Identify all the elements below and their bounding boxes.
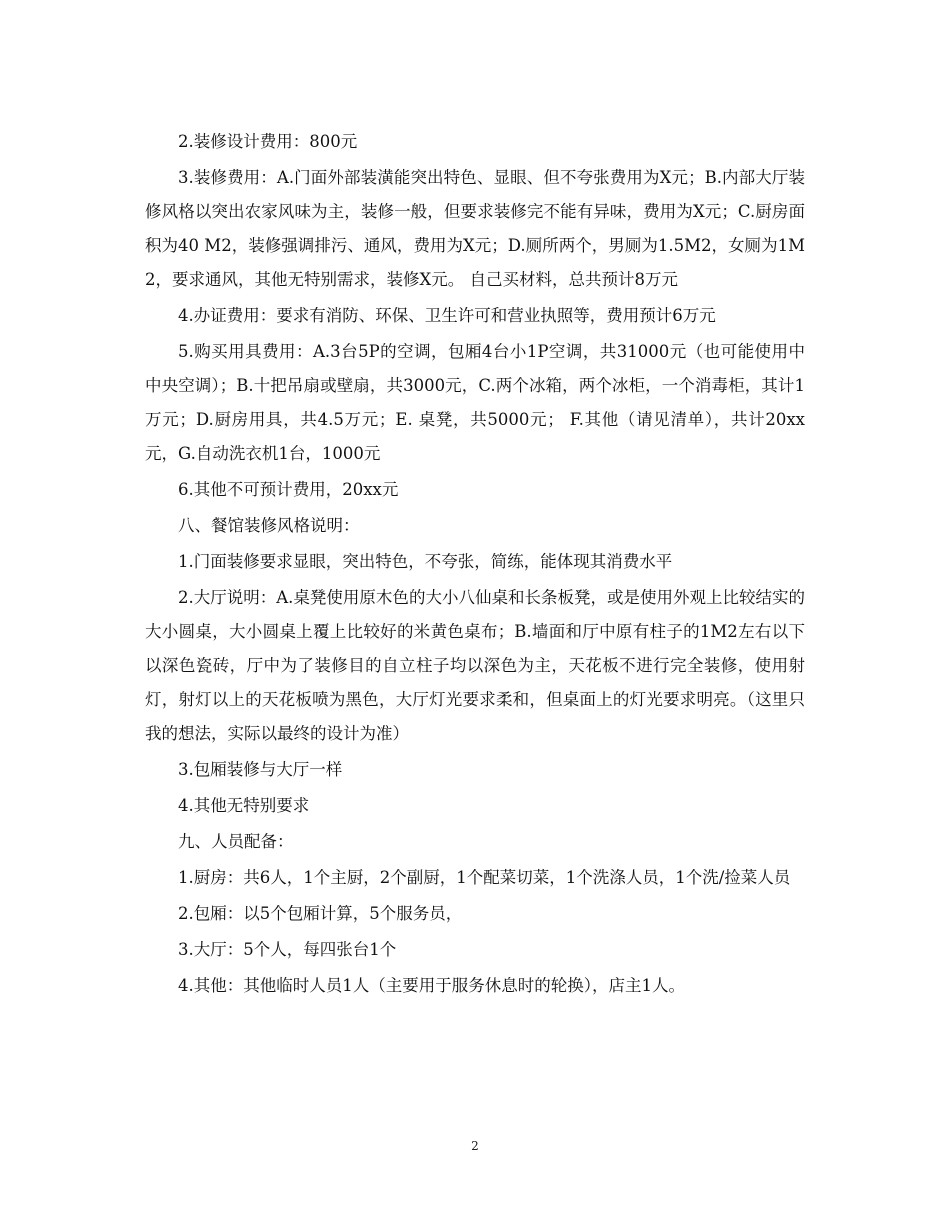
paragraph-private-room: 3.包厢装修与大厅一样 — [178, 760, 343, 779]
paragraph-other-staff: 4.其他：其他临时人员1人（主要用于服务休息时的轮换），店主1人。 — [178, 976, 685, 995]
paragraph-room-staff: 2.包厢：以5个包厢计算，5个服务员， — [178, 904, 463, 923]
paragraph-license-fee: 4.办证费用：要求有消防、环保、卫生许可和营业执照等，费用预计6万元 — [178, 306, 716, 325]
paragraph-storefront: 1.门面装修要求显眼，突出特色，不夸张，简练，能体现其消费水平 — [178, 552, 673, 571]
paragraph-hall: 2.大厅说明：A.桌凳使用原木色的大小八仙桌和长条板凳，或是使用外观上比较结实的大小圆桌，大小圆桌上覆上比较好的米黄色桌布；B.墙面和厅中原有柱子的1M2左右以下以深色瓷砖，厅中为了装修目的自立柱子均以深色为主，天花板不进行完全装修，使用射灯，射灯以上的天花板喷为黑色，大厅灯光要求柔和，但桌面上的灯光要求明亮。（这里只我的想法，实际以最终的设计为准） — [145, 588, 805, 743]
page-number: 2 — [471, 1139, 479, 1153]
paragraph-renovation-fee: 3.装修费用：A.门面外部装潢能突出特色、显眼、但不夸张费用为X元；B.内部大厅装修风格以突出农家风味为主，装修一般，但要求装修完不能有异味，费用为X元；C.厨房面积为40 M2，装修强调排污、通风，费用为X元；D.厕所两个，男厕为1.5M2，女厕为1M2，要求通风，其他无特别需求，装修X元。 自己买材料，总共预计8万元 — [145, 168, 805, 289]
paragraph-other-fee: 6.其他不可预计费用，20xx元 — [178, 480, 399, 499]
paragraph-hall-staff: 3.大厅：5个人，每四张台1个 — [178, 940, 397, 959]
document-body — [145, 125, 805, 1005]
paragraph-no-other-requirements: 4.其他无特别要求 — [178, 796, 310, 815]
paragraph-design-fee: 2.装修设计费用：800元 — [178, 132, 358, 151]
paragraph-equipment-fee: 5.购买用具费用：A.3台5P的空调，包厢4台小1P空调，共31000元（也可能使用中中央空调）；B.十把吊扇或壁扇，共3000元，C.两个冰箱，两个冰柜，一个消毒柜，其计1万元；D.厨房用具，共4.5万元；E. 桌凳，共5000元； F.其他（请见清单），共计20xx元，G.自动洗衣机1台，1000元 — [145, 342, 805, 463]
section-heading-staffing: 九、人员配备： — [178, 832, 294, 851]
section-heading-style: 八、餐馆装修风格说明： — [178, 516, 360, 535]
paragraph-kitchen-staff: 1.厨房：共6人，1个主厨，2个副厨，1个配菜切菜，1个洗涤人员，1个洗/捡菜人员 — [178, 868, 791, 887]
